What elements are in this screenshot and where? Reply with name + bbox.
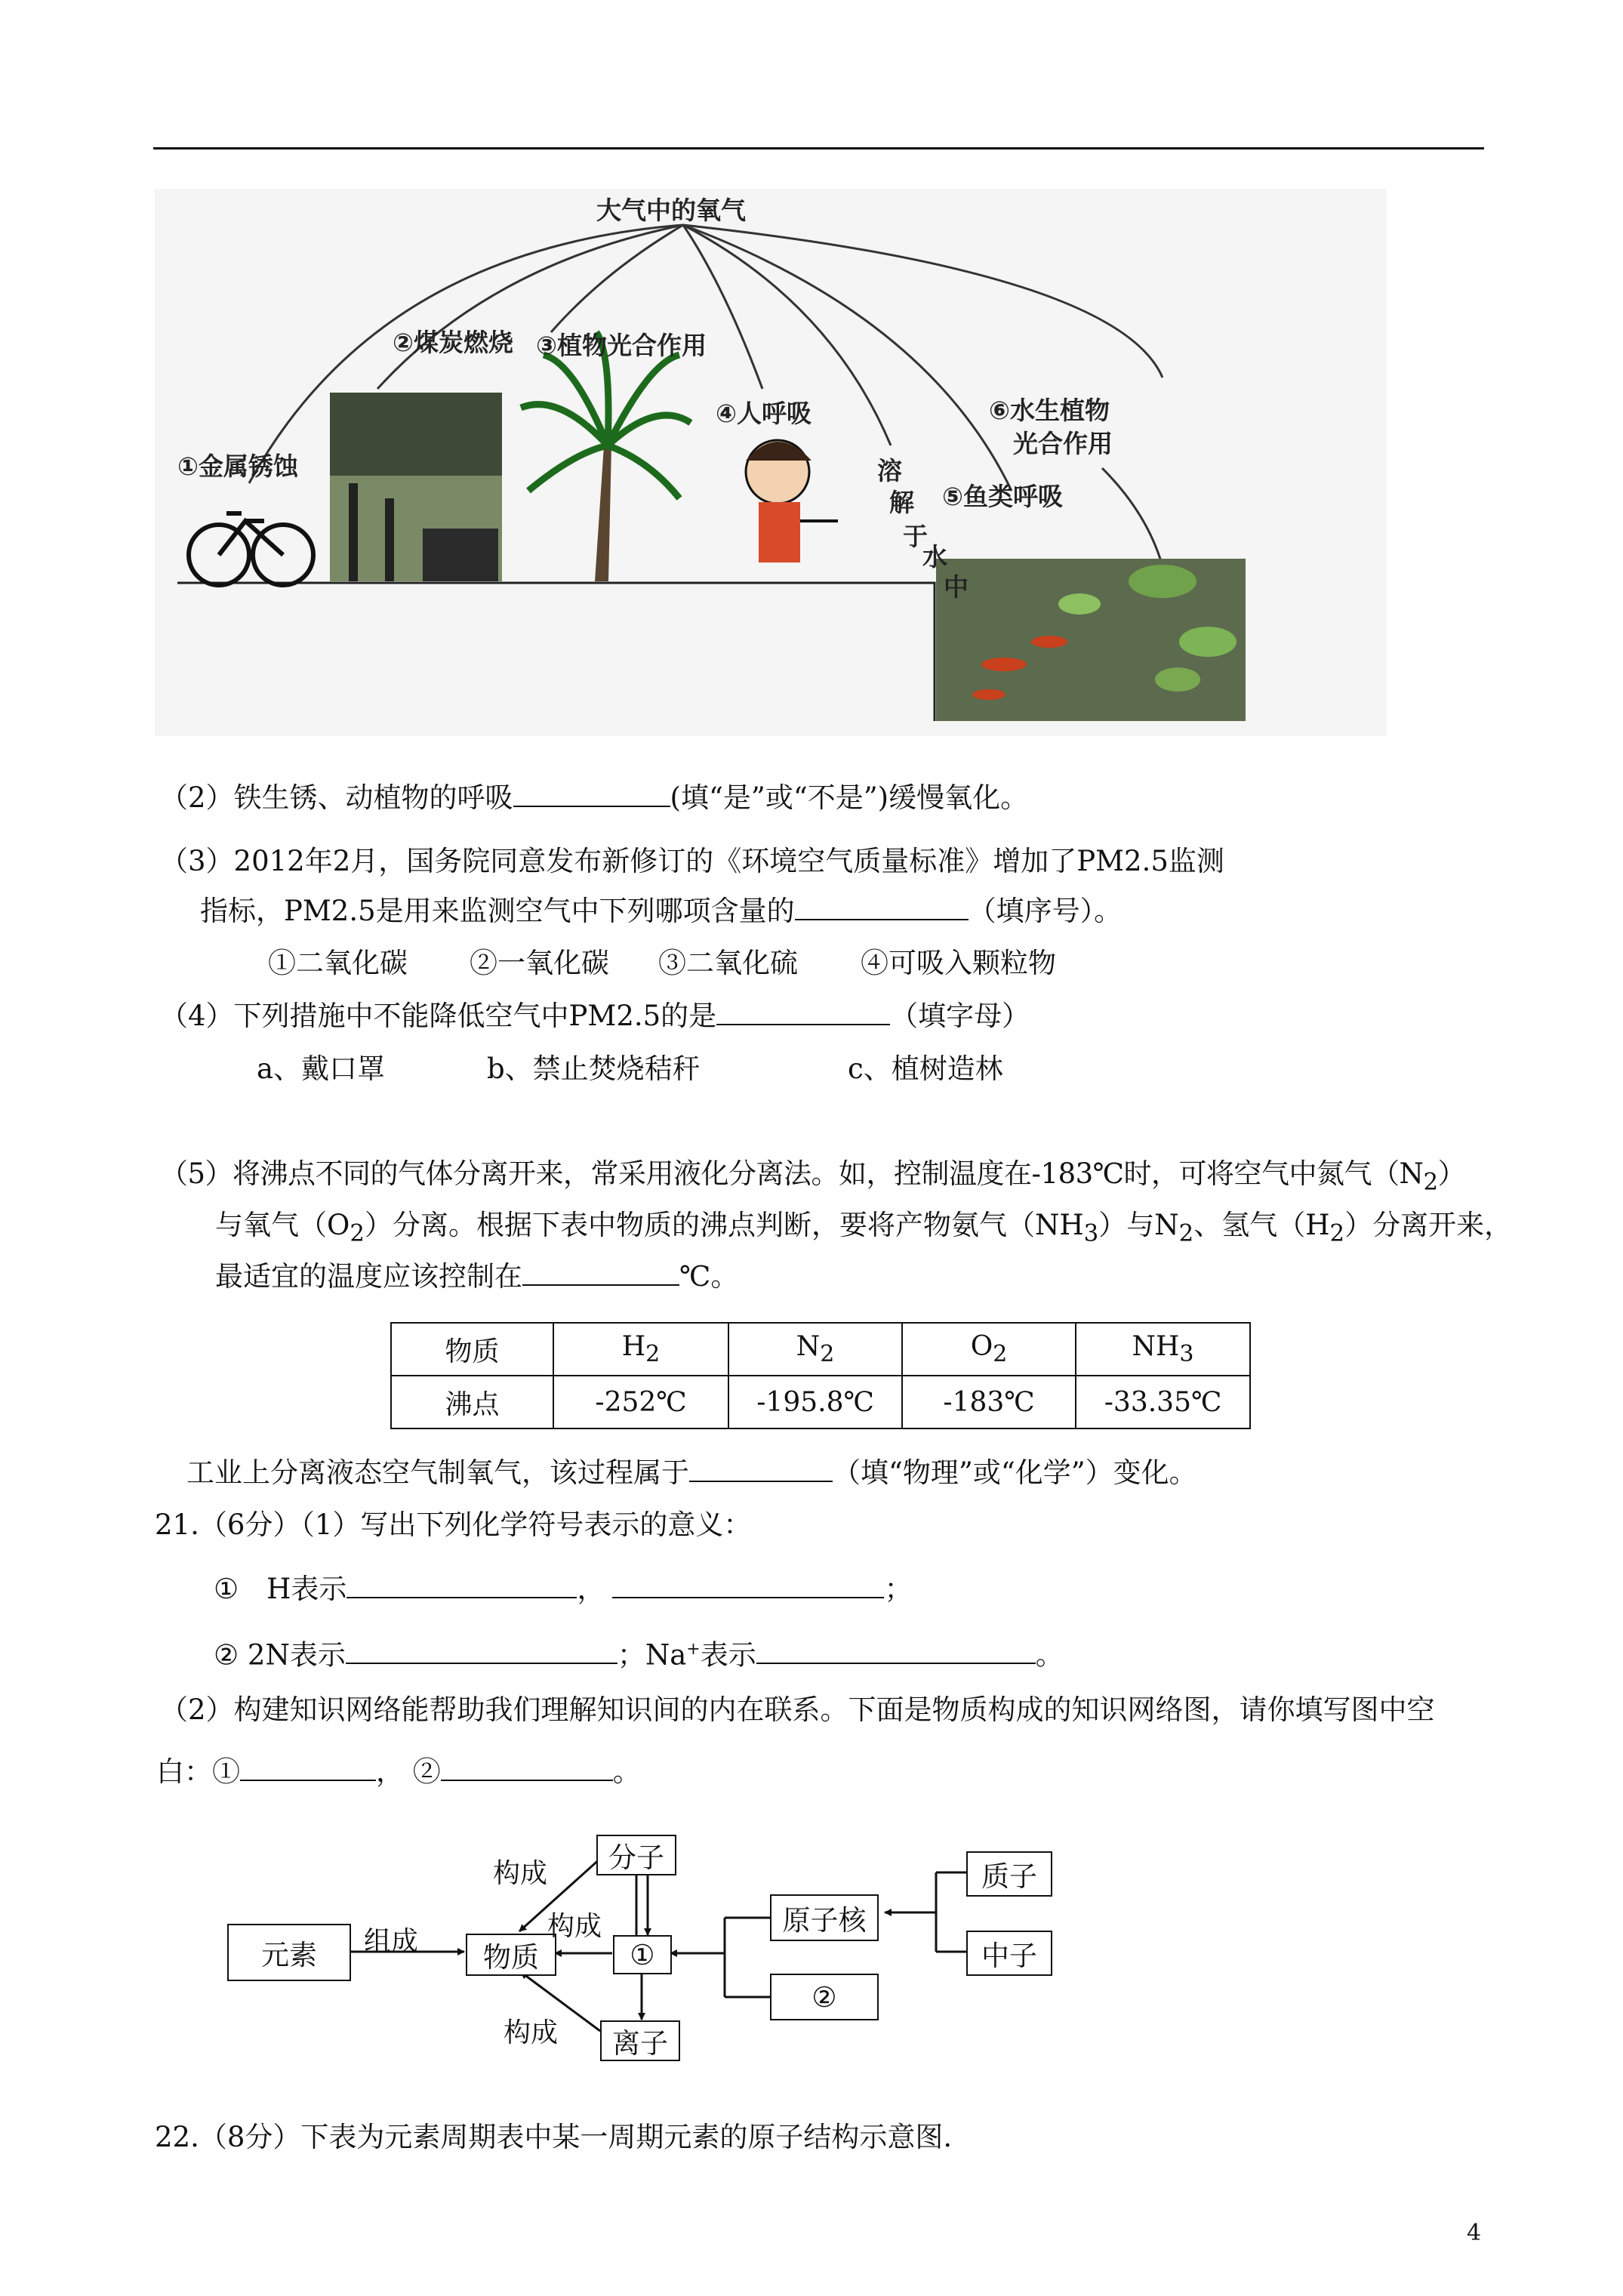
node-element: 元素 [227, 1924, 351, 1981]
page-number: 4 [1467, 2220, 1482, 2246]
answer-blank[interactable] [756, 1637, 1036, 1664]
dissolve-2: 解 [889, 488, 914, 517]
node-blank-1: ① [613, 1935, 672, 1974]
table-cell: $N_2$ [728, 1323, 902, 1376]
label-constitute-3: 构成 [504, 2017, 559, 2048]
question-21-2-line1: （2）构建知识网络能帮助我们理解知识间的内在联系。下面是物质构成的知识网络图，请你填写图中空 [160, 1693, 1435, 1726]
metal-rust-label: ①金属锈蚀 [177, 451, 298, 481]
dissolve-4: 水 [922, 542, 947, 572]
bicycle-icon [189, 513, 313, 585]
answer-blank[interactable] [240, 1754, 376, 1781]
answer-blank[interactable] [346, 1637, 617, 1664]
node-nucleus: 原子核 [770, 1894, 879, 1941]
node-ion: 离子 [600, 2020, 680, 2061]
option-2: ②一氧化碳 [470, 947, 609, 979]
option-a: a、戴口罩 [257, 1052, 386, 1085]
table-cell: $H_2$ [553, 1323, 728, 1376]
question-3-line1: （3）2012年2月，国务院同意发布新修订的《环境空气质量标准》增加了PM2.5监测 [160, 845, 1224, 877]
question-21-1: ① H表示 ， ； [214, 1573, 913, 1605]
table-cell: $O_2$ [902, 1323, 1076, 1376]
table-row [391, 1323, 1250, 1376]
question-5-line2: 与氧气$(O_2)$分离。根据下表中物质的沸点判断，要将产物氨气$(NH_3)$与$N_2$、氢气$(H_2)$分离开来， [215, 1209, 1513, 1247]
photosynthesis-label: ③植物光合作用 [536, 331, 707, 360]
label-constitute-2: 构成 [547, 1911, 602, 1942]
water-plant-label: ⑥水生植物 [989, 396, 1110, 425]
answer-blank[interactable] [441, 1754, 613, 1781]
question-21-2: ② 2N表示 ；Na+表示 。 [214, 1638, 1064, 1672]
coal-burning-label: ②煤炭燃烧 [393, 328, 513, 357]
human-breathing-label: ④人呼吸 [716, 399, 812, 428]
industry-question: 工业上分离液态空气制氧气，该过程属于 （填“物理”或“化学”）变化。 [186, 1456, 1197, 1489]
answer-blank[interactable] [612, 1571, 884, 1598]
option-c: c、植树造林 [848, 1052, 1003, 1085]
question-5-line1: （5）将沸点不同的气体分离开来，常采用液化分离法。如，控制温度在-183℃时，可将空气中氮气$(N_2)$ [160, 1157, 1466, 1196]
table-cell: -252℃ [553, 1376, 728, 1428]
answer-blank[interactable] [689, 1455, 833, 1482]
question-4: （4）下列措施中不能降低空气中PM2.5的是 （填字母） [160, 1000, 1030, 1032]
option-3: ③二氧化硫 [658, 947, 798, 979]
table-cell: -195.8℃ [728, 1376, 902, 1428]
table-cell: -183℃ [902, 1376, 1076, 1428]
answer-blank[interactable] [716, 998, 890, 1025]
question-22: 22.（8分）下表为元素周期表中某一周期元素的原子结构示意图. [155, 2121, 953, 2153]
table-cell: 沸点 [391, 1376, 553, 1428]
question-2: （2）铁生锈、动植物的呼吸 (填“是”或“不是”)缓慢氧化。 [160, 781, 1029, 814]
question-21-2-line2: 白：① ， ② 。 [156, 1755, 641, 1788]
option-4: ④可吸入颗粒物 [861, 947, 1056, 979]
dissolve-3: 于 [903, 522, 928, 551]
palm-tree-icon [521, 332, 691, 581]
question-21-head: 21.（6分）（1）写出下列化学符号表示的意义： [155, 1509, 752, 1541]
node-proton: 质子 [966, 1851, 1052, 1897]
oxygen-cycle-lines [0, 0, 1623, 755]
girl-icon [746, 440, 838, 562]
fish-breathing-label: ⑤鱼类呼吸 [942, 482, 1063, 511]
label-compose: 组成 [364, 1926, 419, 1957]
node-substance: 物质 [466, 1934, 556, 1976]
question-3-line2: 指标，PM2.5是用来监测空气中下列哪项含量的 （填序号）。 [200, 895, 1123, 927]
table-cell: 物质 [391, 1323, 553, 1376]
atmosphere-oxygen-label: 大气中的氧气 [596, 196, 746, 225]
table-cell: -33.35℃ [1076, 1376, 1250, 1428]
water-plant-label-2: 光合作用 [1013, 429, 1113, 458]
question-5-line3: 最适宜的温度应该控制在 ℃。 [215, 1260, 739, 1293]
option-1: ①二氧化碳 [268, 947, 408, 979]
table-cell: $NH_3$ [1076, 1323, 1250, 1376]
dissolve-1: 溶 [877, 456, 902, 485]
table-row [391, 1376, 1250, 1428]
boiling-point-table [390, 1322, 1251, 1429]
option-b: b、禁止焚烧秸秆 [487, 1052, 701, 1085]
dissolve-5: 中 [944, 572, 969, 602]
node-molecule: 分子 [596, 1835, 676, 1875]
label-constitute-1: 构成 [493, 1858, 548, 1889]
answer-blank[interactable] [513, 780, 670, 807]
answer-blank[interactable] [522, 1259, 679, 1286]
node-neutron: 中子 [966, 1931, 1052, 1976]
answer-blank[interactable] [346, 1571, 577, 1598]
node-blank-2: ② [770, 1974, 879, 2020]
answer-blank[interactable] [795, 893, 969, 920]
